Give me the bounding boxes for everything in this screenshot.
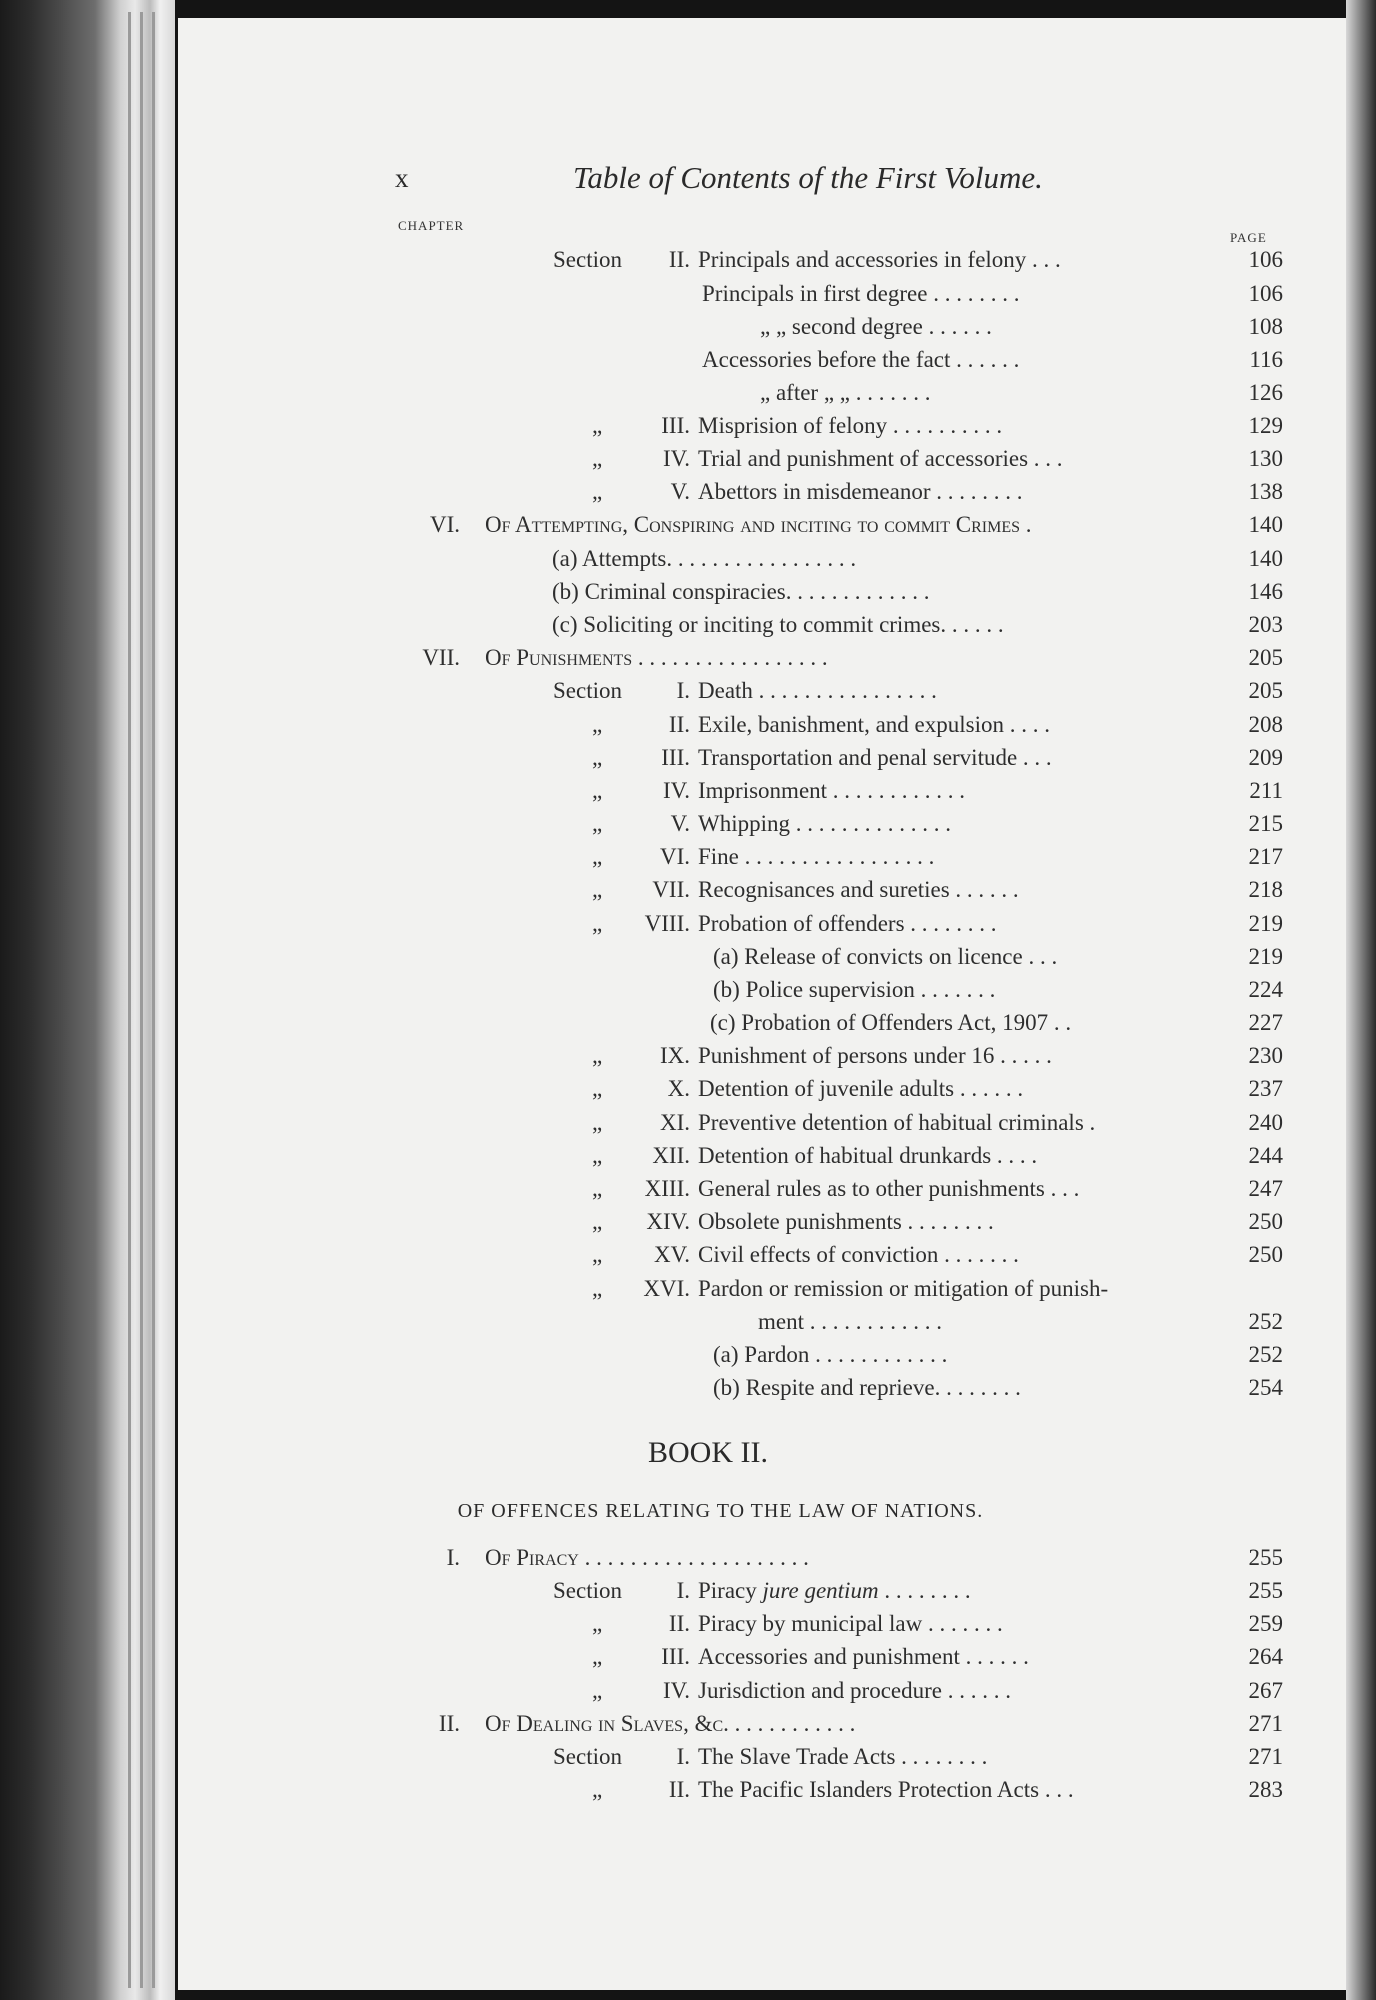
page-ref: 208 xyxy=(1248,712,1283,737)
page-ref: 250 xyxy=(1248,1209,1283,1234)
page-ref: 205 xyxy=(1248,645,1283,670)
section-number: II. xyxy=(668,247,690,272)
toc-entry xyxy=(0,745,1376,775)
section-number: XIII. xyxy=(644,1176,690,1201)
entry-title: General rules as to other punishments . . . xyxy=(698,1176,1080,1201)
entry-prefix: „ xyxy=(592,811,603,836)
section-number: X. xyxy=(667,1076,690,1101)
entry-title: Obsolete punishments . . . . . . . . xyxy=(698,1209,994,1234)
section-number: V. xyxy=(670,811,690,836)
toc-entry xyxy=(0,546,1376,576)
toc-entry xyxy=(0,944,1376,974)
entry-prefix: „ xyxy=(592,1644,603,1669)
toc-entry xyxy=(0,1143,1376,1173)
section-number: I. xyxy=(676,678,690,703)
section-number: III. xyxy=(661,413,690,438)
page-ref: 264 xyxy=(1248,1644,1283,1669)
entry-prefix: Section xyxy=(553,1744,622,1769)
entry-title: Transportation and penal servitude . . . xyxy=(698,745,1052,770)
entry-title: Trial and punishment of accessories . . . xyxy=(698,446,1063,471)
section-number: VII. xyxy=(652,877,690,902)
page-title: Table of Contents of the First Volume. xyxy=(573,160,1043,195)
entry-title: Exile, banishment, and expulsion . . . . xyxy=(698,712,1050,737)
page-ref: 283 xyxy=(1248,1777,1283,1802)
entry-prefix: „ xyxy=(592,1176,603,1201)
page-ref: 255 xyxy=(1248,1545,1283,1570)
page-ref: 211 xyxy=(1249,778,1283,803)
entry-title: Piracy jure gentium . . . . . . . . xyxy=(698,1578,971,1603)
entry-title: Probation of offenders . . . . . . . . xyxy=(698,911,997,936)
toc-entry xyxy=(0,281,1376,311)
toc-entry xyxy=(0,1176,1376,1206)
page-ref: 252 xyxy=(1248,1342,1283,1367)
section-number: III. xyxy=(661,745,690,770)
section-number: XI. xyxy=(659,1110,690,1135)
entry-prefix: „ xyxy=(592,911,603,936)
toc-entry xyxy=(0,1076,1376,1106)
section-number: I. xyxy=(676,1578,690,1603)
page-ref: 106 xyxy=(1248,281,1283,306)
entry-title: ment . . . . . . . . . . . . xyxy=(758,1309,942,1334)
chapter-number: VII. xyxy=(422,645,460,670)
entry-prefix: „ xyxy=(592,1110,603,1135)
toc-entry xyxy=(0,1375,1376,1405)
entry-title: Abettors in misdemeanor . . . . . . . . xyxy=(698,479,1023,504)
entry-title: (b) Respite and reprieve. . . . . . . . xyxy=(713,1375,1021,1400)
toc-entry xyxy=(0,1678,1376,1708)
entry-title: Detention of juvenile adults . . . . . . xyxy=(698,1076,1024,1101)
book-heading: BOOK II. xyxy=(648,1436,768,1469)
entry-title: (b) Police supervision . . . . . . . xyxy=(713,977,996,1002)
page-ref: 217 xyxy=(1248,844,1283,869)
page-ref: 129 xyxy=(1248,413,1283,438)
entry-title: „ „ second degree . . . . . . xyxy=(760,314,992,339)
toc-entry xyxy=(0,977,1376,1007)
page-ref: 255 xyxy=(1248,1578,1283,1603)
page-ref: 215 xyxy=(1248,811,1283,836)
section-number: I. xyxy=(676,1744,690,1769)
section-number: XII. xyxy=(652,1143,690,1168)
page-ref: 140 xyxy=(1248,546,1283,571)
toc-entry xyxy=(0,314,1376,344)
entry-title: Misprision of felony . . . . . . . . . . xyxy=(698,413,1003,438)
page-number: x xyxy=(395,163,409,193)
entry-prefix: „ xyxy=(592,1777,603,1802)
chapter-number: I. xyxy=(446,1545,460,1570)
page-ref: 218 xyxy=(1248,877,1283,902)
page-ref: 244 xyxy=(1248,1143,1283,1168)
toc-entry xyxy=(0,1209,1376,1239)
section-number: XV. xyxy=(653,1242,690,1267)
toc-entry xyxy=(0,1242,1376,1272)
section-number: IV. xyxy=(662,1678,690,1703)
entry-prefix: „ xyxy=(592,778,603,803)
toc-entry xyxy=(0,1578,1376,1608)
entry-title: (c) Probation of Offenders Act, 1907 . . xyxy=(710,1010,1072,1035)
page-ref: 140 xyxy=(1248,512,1283,537)
entry-prefix: „ xyxy=(592,1043,603,1068)
entry-prefix: Section xyxy=(553,678,622,703)
entry-title: Pardon or remission or mitigation of punish- xyxy=(698,1276,1109,1301)
toc-entry xyxy=(0,1309,1376,1339)
toc-entry xyxy=(0,1545,1376,1575)
entry-prefix: Section xyxy=(553,247,622,272)
entry-prefix: „ xyxy=(592,745,603,770)
page-ref: 108 xyxy=(1248,314,1283,339)
page-ref: 219 xyxy=(1248,911,1283,936)
entry-prefix: „ xyxy=(592,1611,603,1636)
toc-entry xyxy=(0,1110,1376,1140)
entry-title: Death . . . . . . . . . . . . . . . . xyxy=(698,678,937,703)
entry-prefix: „ xyxy=(592,877,603,902)
chapter-column-label: CHAPTER xyxy=(398,218,465,233)
entry-prefix: „ xyxy=(592,1143,603,1168)
toc-entry xyxy=(0,1644,1376,1674)
page-ref: 252 xyxy=(1248,1309,1283,1334)
entry-title: Imprisonment . . . . . . . . . . . . xyxy=(698,778,966,803)
page-ref: 237 xyxy=(1248,1076,1283,1101)
chapter-number: II. xyxy=(438,1711,460,1736)
page-ref: 250 xyxy=(1248,1242,1283,1267)
entry-title: (a) Attempts. . . . . . . . . . . . . . . . . xyxy=(552,546,857,571)
entry-title: Principals and accessories in felony . . . xyxy=(698,247,1061,272)
page-ref: 254 xyxy=(1248,1375,1283,1400)
page-ref: 230 xyxy=(1248,1043,1283,1068)
entry-title-italic: jure gentium xyxy=(762,1578,879,1603)
entry-title: The Slave Trade Acts . . . . . . . . xyxy=(698,1744,988,1769)
entry-title: Fine . . . . . . . . . . . . . . . . . xyxy=(698,844,935,869)
toc-entry xyxy=(0,446,1376,476)
toc-entry xyxy=(0,911,1376,941)
entry-title: Recognisances and sureties . . . . . . xyxy=(698,877,1019,902)
entry-prefix: „ xyxy=(592,446,603,471)
entry-title: Of Dealing in Slaves, &c. . . . . . . . . . . . xyxy=(485,1711,856,1736)
entry-title: Piracy by municipal law . . . . . . . xyxy=(698,1611,1003,1636)
page-ref: 271 xyxy=(1248,1711,1283,1736)
entry-title: (a) Release of convicts on licence . . . xyxy=(713,944,1058,969)
entry-prefix: „ xyxy=(592,1276,603,1301)
page-ref: 267 xyxy=(1248,1678,1283,1703)
entry-title: Of Attempting, Conspiring and inciting to commit Crimes . xyxy=(485,512,1032,537)
entry-title: Detention of habitual drunkards . . . . xyxy=(698,1143,1038,1168)
toc-entry xyxy=(0,712,1376,742)
section-number: VIII. xyxy=(644,911,690,936)
entry-title: Jurisdiction and procedure . . . . . . xyxy=(698,1678,1011,1703)
section-number: XIV. xyxy=(646,1209,690,1234)
entry-title: The Pacific Islanders Protection Acts . . . xyxy=(698,1777,1074,1802)
page-ref: 224 xyxy=(1248,977,1283,1002)
toc-entry xyxy=(0,1711,1376,1741)
entry-prefix: „ xyxy=(592,1242,603,1267)
section-number: VI. xyxy=(659,844,690,869)
entry-prefix: „ xyxy=(592,1076,603,1101)
toc-entry xyxy=(0,1744,1376,1774)
entry-prefix: Section xyxy=(553,1578,622,1603)
entry-title: Of Piracy . . . . . . . . . . . . . . . . . . . . xyxy=(485,1545,809,1570)
entry-prefix: „ xyxy=(592,413,603,438)
page-ref: 106 xyxy=(1248,247,1283,272)
section-number: IV. xyxy=(662,446,690,471)
toc-entry xyxy=(0,1276,1376,1306)
page-ref: 209 xyxy=(1248,745,1283,770)
section-number: III. xyxy=(661,1644,690,1669)
page-ref: 126 xyxy=(1248,380,1283,405)
toc-entry xyxy=(0,612,1376,642)
page-ref: 247 xyxy=(1248,1176,1283,1201)
toc-entry xyxy=(0,512,1376,542)
toc-entry xyxy=(0,1010,1376,1040)
toc-entry xyxy=(0,247,1376,277)
toc-entry xyxy=(0,347,1376,377)
book-subheading: OF OFFENCES RELATING TO THE LAW OF NATIONS. xyxy=(457,1500,984,1522)
entry-title: (a) Pardon . . . . . . . . . . . . xyxy=(713,1342,948,1367)
toc-entry xyxy=(0,479,1376,509)
entry-title: (b) Criminal conspiracies. . . . . . . . . . . . . xyxy=(552,579,930,604)
page-column-label: PAGE xyxy=(1230,230,1267,245)
toc-entry xyxy=(0,811,1376,841)
page-ref: 116 xyxy=(1249,347,1283,372)
page-ref: 146 xyxy=(1248,579,1283,604)
toc-entry xyxy=(0,1777,1376,1807)
section-number: V. xyxy=(670,479,690,504)
toc-entry xyxy=(0,413,1376,443)
section-number: II. xyxy=(668,1611,690,1636)
entry-prefix: „ xyxy=(592,1209,603,1234)
toc-entry xyxy=(0,1611,1376,1641)
toc-entry xyxy=(0,645,1376,675)
toc-entry xyxy=(0,380,1376,410)
entry-title: Civil effects of conviction . . . . . . . xyxy=(698,1242,1019,1267)
section-number: II. xyxy=(668,1777,690,1802)
entry-title: Preventive detention of habitual criminals . xyxy=(698,1110,1096,1135)
toc-entry xyxy=(0,678,1376,708)
page-ref: 138 xyxy=(1248,479,1283,504)
page-ref: 271 xyxy=(1248,1744,1283,1769)
entry-prefix: „ xyxy=(592,712,603,737)
page-ref: 130 xyxy=(1248,446,1283,471)
page-ref: 203 xyxy=(1248,612,1283,637)
section-number: XVI. xyxy=(643,1276,690,1301)
page-ref: 259 xyxy=(1248,1611,1283,1636)
entry-title: Punishment of persons under 16 . . . . . xyxy=(698,1043,1052,1068)
entry-title: (c) Soliciting or inciting to commit crimes. . . . . . xyxy=(552,612,1004,637)
entry-prefix: „ xyxy=(592,479,603,504)
toc-entry xyxy=(0,1043,1376,1073)
toc-entry xyxy=(0,1342,1376,1372)
toc-entry xyxy=(0,877,1376,907)
toc-entry xyxy=(0,579,1376,609)
entry-title: „ after „ „ . . . . . . . xyxy=(760,380,931,405)
section-number: IV. xyxy=(662,778,690,803)
toc-entry xyxy=(0,844,1376,874)
section-number: IX. xyxy=(659,1043,690,1068)
entry-title: Accessories before the fact . . . . . . xyxy=(702,347,1020,372)
toc-entry xyxy=(0,778,1376,808)
page-ref: 219 xyxy=(1248,944,1283,969)
entry-title: Principals in first degree . . . . . . . . xyxy=(702,281,1020,306)
page-ref: 205 xyxy=(1248,678,1283,703)
entry-title: Of Punishments . . . . . . . . . . . . . . . . . xyxy=(485,645,828,670)
entry-title: Accessories and punishment . . . . . . xyxy=(698,1644,1029,1669)
entry-prefix: „ xyxy=(592,844,603,869)
chapter-number: VI. xyxy=(429,512,460,537)
page-ref: 227 xyxy=(1248,1010,1283,1035)
entry-prefix: „ xyxy=(592,1678,603,1703)
entry-title: Whipping . . . . . . . . . . . . . . xyxy=(698,811,951,836)
section-number: II. xyxy=(668,712,690,737)
page-ref: 240 xyxy=(1248,1110,1283,1135)
